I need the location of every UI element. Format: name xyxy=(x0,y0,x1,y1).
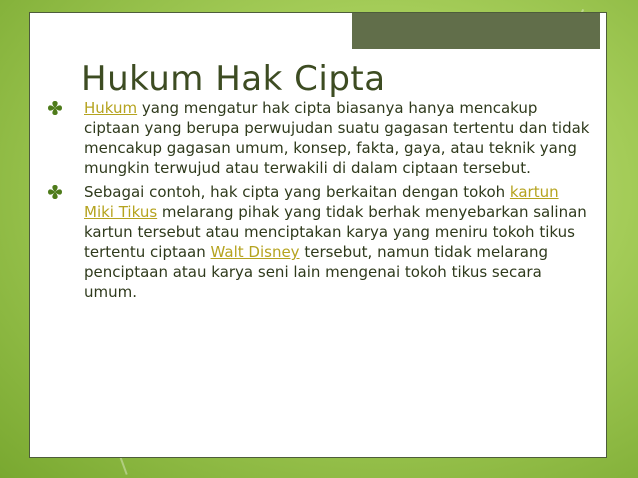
bullet-text-period: . xyxy=(526,159,531,177)
link-walt-disney[interactable]: Walt Disney xyxy=(210,243,300,261)
header-bar xyxy=(352,13,600,49)
quad-bullet-icon xyxy=(47,100,63,116)
quad-bullet-icon xyxy=(47,184,63,200)
bullet-text: melarang pihak yang tidak berhak menyebarkan salinan kartun tersebut atau menciptakan karya yang meniru tokoh tikus tertentu ciptaan xyxy=(84,203,587,261)
bullet-item-2 xyxy=(40,182,590,302)
link-hukum[interactable]: Hukum xyxy=(84,99,138,117)
link-kartun[interactable]: kartun xyxy=(509,183,559,201)
bullet-list xyxy=(40,98,590,302)
link-miki-tikus[interactable]: Miki Tikus xyxy=(84,203,158,221)
bullet-text: yang mengatur hak cipta biasanya hanya mencakup ciptaan yang berupa perwujudan suatu gagasan tertentu dan tidak mencakup gagasan umum, konsep, fakta, gaya, atau teknik yang mungkin terwujud atau terwakili di dalam ciptaan tersebut xyxy=(84,99,590,177)
bullet-text: tersebut, namun tidak melarang penciptaan atau karya seni lain mengenai tokoh tikus secara umum. xyxy=(84,243,548,301)
slide-panel xyxy=(29,12,607,458)
bullet-item-1 xyxy=(40,98,590,178)
bullet-text: Sebagai contoh, hak cipta yang berkaitan dengan tokoh xyxy=(84,183,510,201)
slide-title: Hukum Hak Cipta xyxy=(81,59,386,99)
